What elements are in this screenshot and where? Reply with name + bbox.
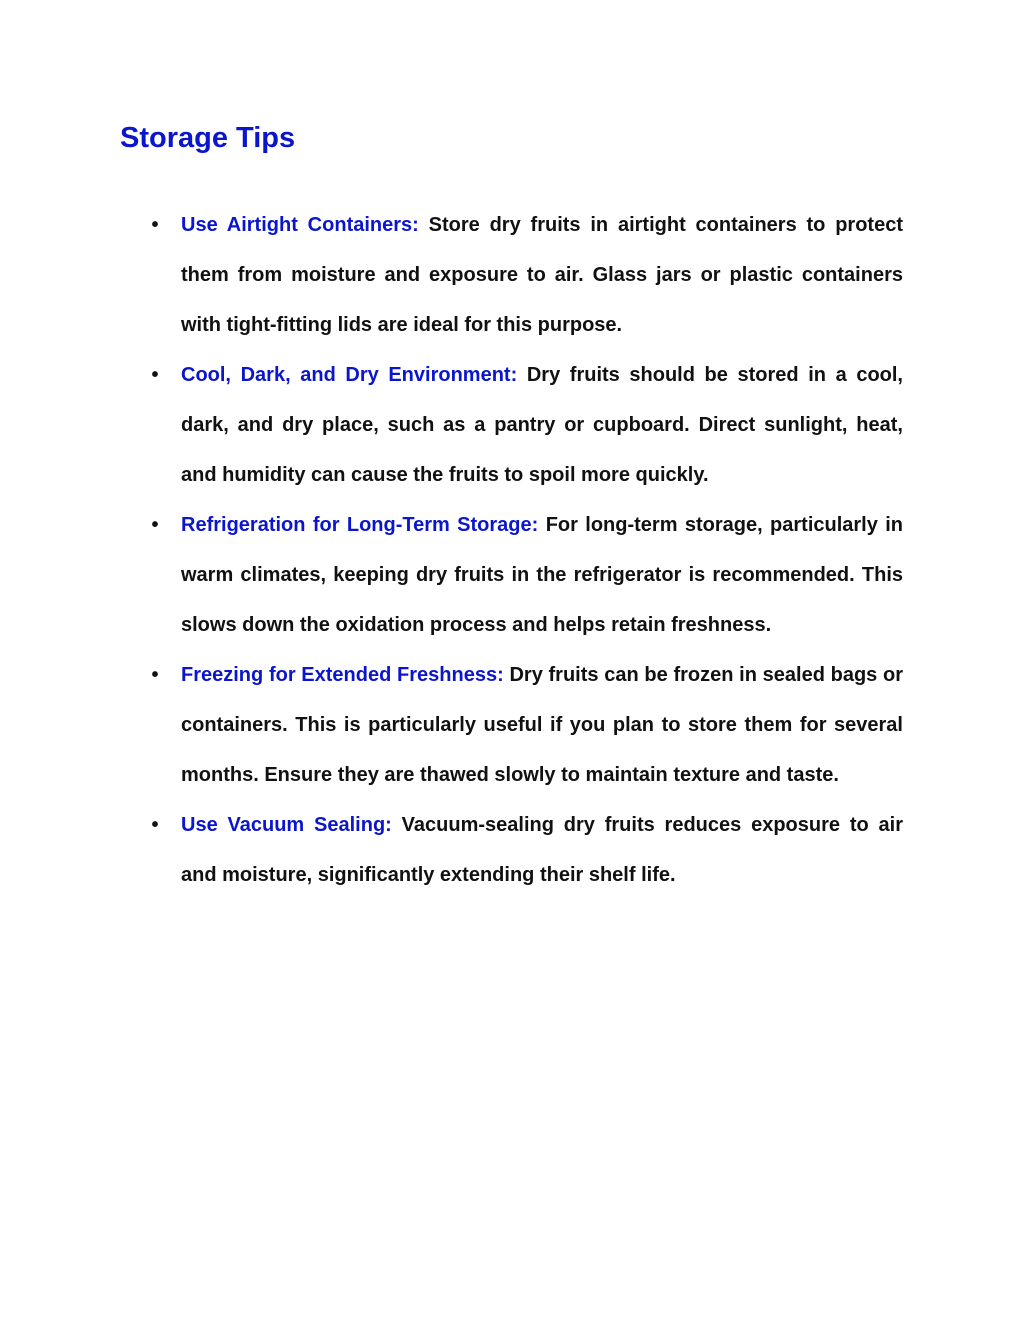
list-item [0, 200, 903, 350]
tip-body: Dry fruits can be frozen in sealed bags or containers. This is particularly useful if you plan to store them for several months. Ensure they are thawed slowly to maintain texture and taste. [181, 664, 904, 786]
storage-tips-list [0, 200, 1024, 900]
tip-heading: Freezing for Extended Freshness: [181, 664, 504, 686]
tip-body: Store dry fruits in airtight containers to protect them from moisture and exposure to air. Glass jars or plastic containers with tight-fitting lids are ideal for this purpose. [181, 214, 903, 336]
tip-heading: Cool, Dark, and Dry Environment: [181, 364, 518, 386]
tip-text [181, 200, 903, 350]
page-title: Storage Tips [120, 122, 296, 154]
tip-heading: Use Airtight Containers: [181, 214, 419, 236]
tip-body: Vacuum-sealing dry fruits reduces exposure to air and moisture, significantly extending their shelf life. [181, 814, 903, 886]
list-item [0, 350, 903, 500]
list-item [0, 800, 903, 900]
tip-heading: Use Vacuum Sealing: [181, 814, 392, 836]
tip-body: Dry fruits should be stored in a cool, dark, and dry place, such as a pantry or cupboard. Direct sunlight, heat, and humidity can cause the fruits to spoil more quickly. [181, 364, 903, 486]
tip-text [181, 350, 903, 500]
bullet-icon: • [151, 214, 159, 236]
bullet-icon: • [151, 514, 159, 536]
tip-text [181, 500, 903, 650]
bullet-icon: • [151, 814, 159, 836]
tip-body: For long-term storage, particularly in warm climates, keeping dry fruits in the refrigerator is recommended. This slows down the oxidation process and helps retain freshness. [181, 514, 903, 636]
list-item [0, 650, 903, 800]
bullet-icon: • [151, 364, 159, 386]
tip-text [181, 650, 903, 800]
tip-text [181, 800, 903, 900]
list-item [0, 500, 903, 650]
tip-heading: Refrigeration for Long-Term Storage: [181, 514, 539, 536]
bullet-icon: • [151, 664, 159, 686]
